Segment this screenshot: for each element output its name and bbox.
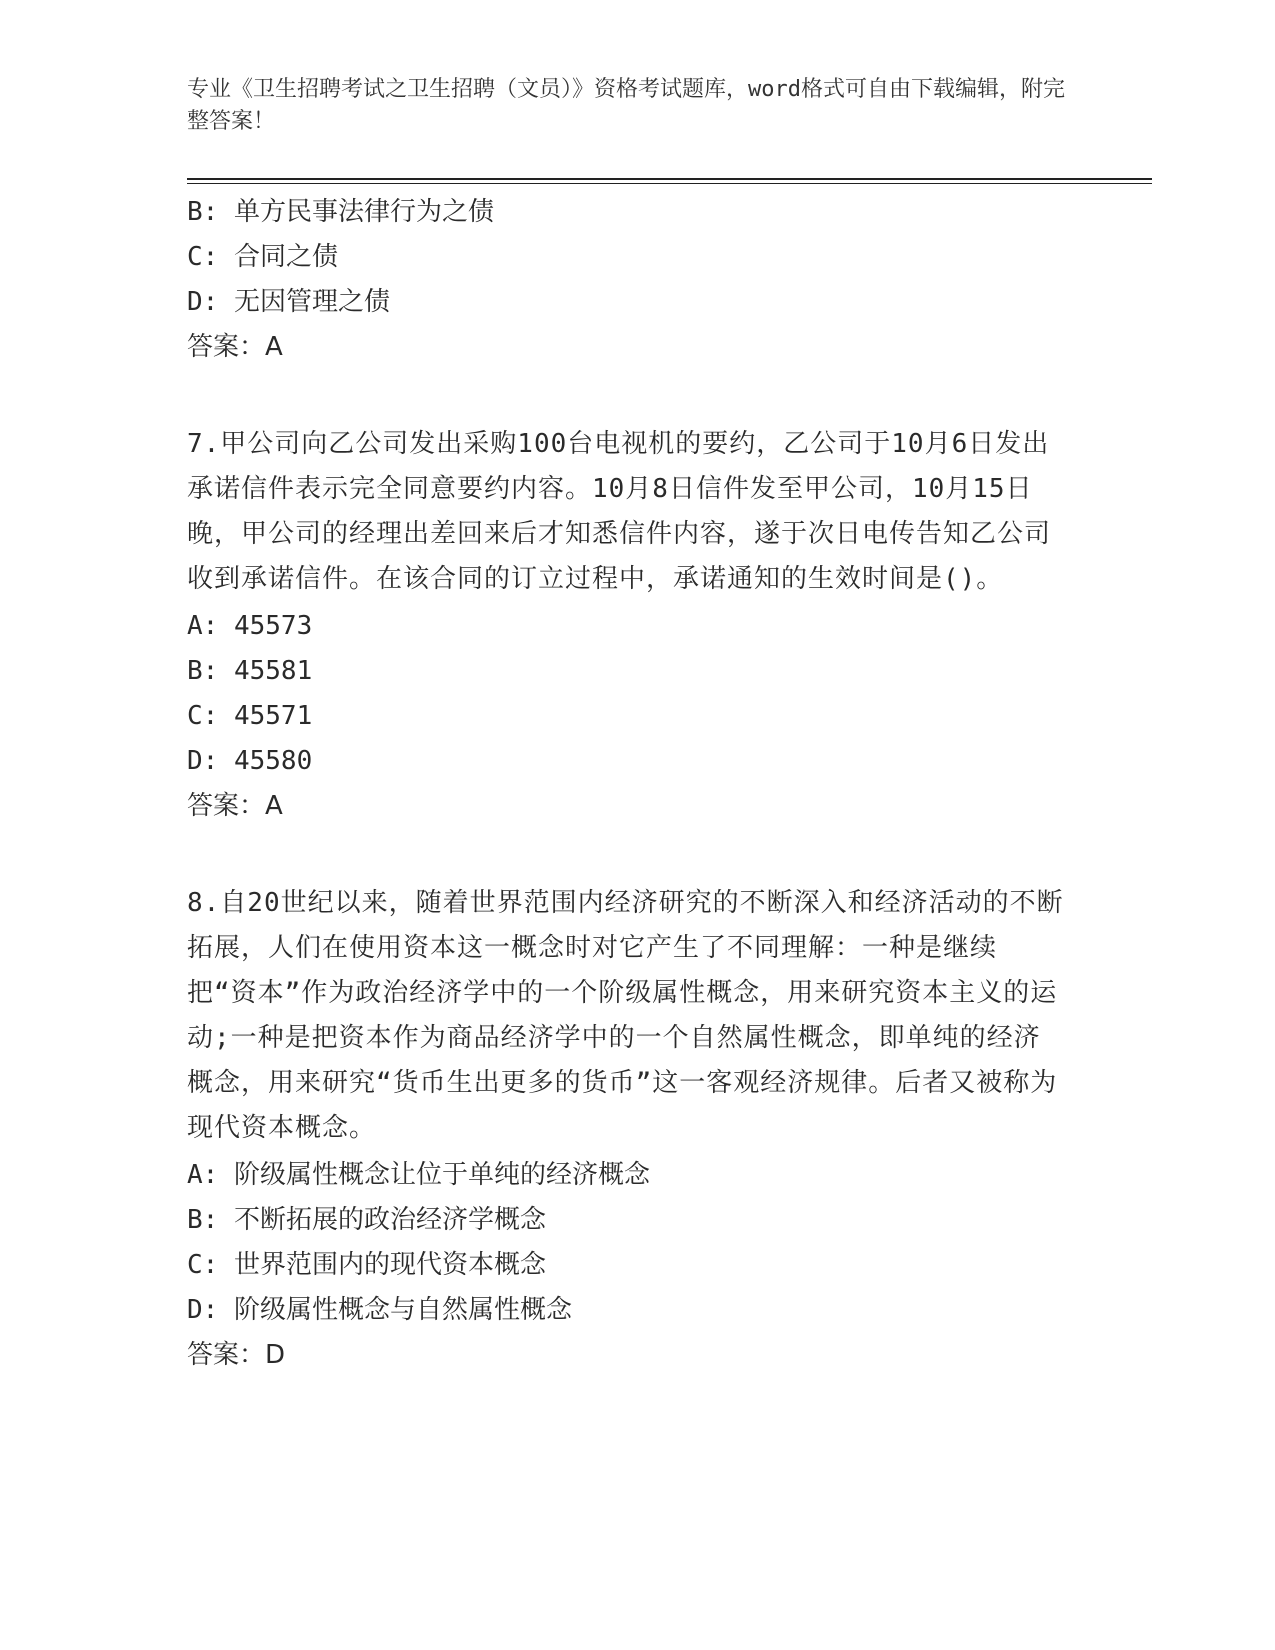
q6-option-d: D: 无因管理之债: [187, 287, 390, 317]
header-divider-thin: [187, 183, 1152, 184]
question-content: [187, 190, 1067, 1378]
spacer: [187, 370, 1067, 422]
q7-answer: 答案：A: [187, 791, 283, 821]
question-6-block: [187, 190, 1067, 370]
q8-answer: 答案：D: [187, 1340, 286, 1370]
q8-option-c: C: 世界范围内的现代资本概念: [187, 1250, 546, 1280]
q6-option-c: C: 合同之债: [187, 242, 338, 272]
question-7-block: [187, 422, 1067, 829]
q8-option-a: A: 阶级属性概念让位于单纯的经济概念: [187, 1160, 650, 1190]
q8-option-b: B: 不断拓展的政治经济学概念: [187, 1205, 546, 1235]
document-header: 专业《卫生招聘考试之卫生招聘（文员）》资格考试题库，word格式可自由下载编辑，附完整答案！: [187, 77, 1065, 134]
q8-option-d: D: 阶级属性概念与自然属性概念: [187, 1295, 572, 1325]
q7-option-c: C: 45571: [187, 701, 313, 731]
spacer: [187, 829, 1067, 881]
q6-option-b: B: 单方民事法律行为之债: [187, 197, 494, 227]
header-divider-thick: [187, 178, 1152, 180]
q7-option-d: D: 45580: [187, 746, 313, 776]
question-8-block: [187, 881, 1067, 1378]
q6-answer: 答案：A: [187, 332, 283, 362]
q8-stem: 8.自20世纪以来，随着世界范围内经济研究的不断深入和经济活动的不断拓展，人们在使用资本这一概念时对它产生了不同理解：一种是继续把“资本”作为政治经济学中的一个阶级属性概念，用来研究资本主义的运动;一种是把资本作为商品经济学中的一个自然属性概念，即单纯的经济概念，用来研究“货币生出更多的货币”这一客观经济规律。后者又被称为现代资本概念。: [187, 888, 1064, 1143]
q7-option-b: B: 45581: [187, 656, 313, 686]
q7-stem: 7.甲公司向乙公司发出采购100台电视机的要约，乙公司于10月6日发出承诺信件表示完全同意要约内容。10月8日信件发至甲公司，10月15日晚，甲公司的经理出差回来后才知悉信件内容，遂于次日电传告知乙公司收到承诺信件。在该合同的订立过程中，承诺通知的生效时间是()。: [187, 429, 1052, 594]
q7-option-a: A: 45573: [187, 611, 313, 641]
